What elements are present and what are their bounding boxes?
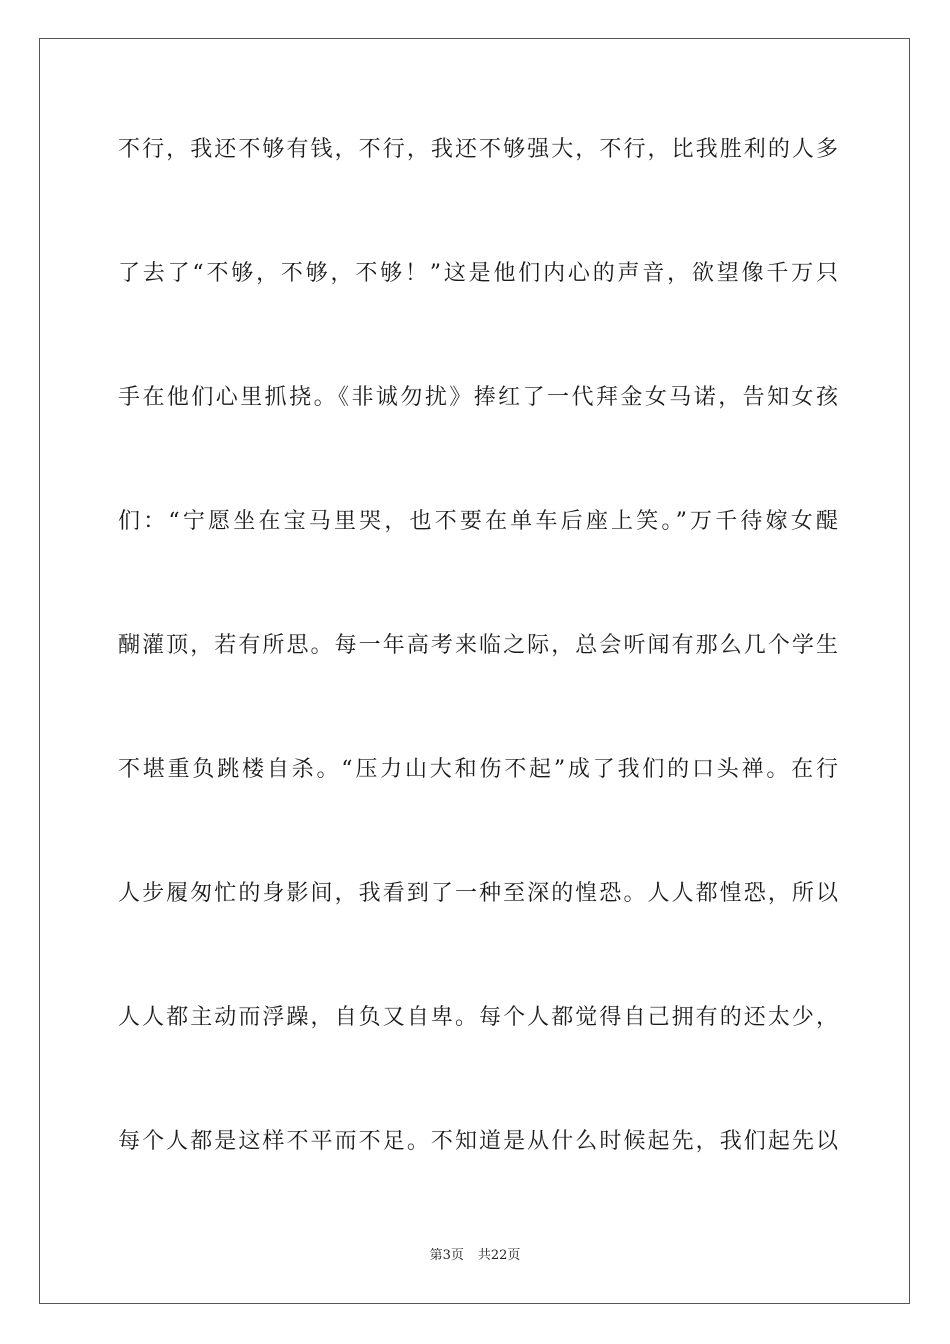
text-line-2: 了去了“不够，不够，不够！”这是他们内心的声音，欲望像千万只: [118, 261, 838, 286]
text-line-1: 不行，我还不够有钱，不行，我还不够强大，不行，比我胜利的人多: [118, 137, 838, 162]
page-total: 共22页: [477, 1248, 521, 1263]
text-line-6: 不堪重负跳楼自杀。“压力山大和伤不起”成了我们的口头禅。在行: [118, 757, 838, 782]
text-line-5: 醐灌顶，若有所思。每一年高考来临之际，总会听闻有那么几个学生: [118, 633, 838, 658]
text-line-3: 手在他们心里抓挠。《非诚勿扰》捧红了一代拜金女马诺，告知女孩: [118, 385, 838, 410]
page-border: [39, 38, 910, 1304]
page-footer: [0, 1244, 950, 1263]
text-line-8: 人人都主动而浮躁，自负又自卑。每个人都觉得自己拥有的还太少，: [118, 1005, 838, 1030]
text-line-7: 人步履匆忙的身影间，我看到了一种至深的惶恐。人人都惶恐，所以: [118, 881, 838, 906]
text-line-4: 们：“宁愿坐在宝马里哭，也不要在单车后座上笑。”万千待嫁女醍: [118, 509, 838, 534]
page-number: 第3页: [429, 1248, 464, 1263]
text-line-9: 每个人都是这样不平而不足。不知道是从什么时候起先，我们起先以: [118, 1129, 838, 1154]
